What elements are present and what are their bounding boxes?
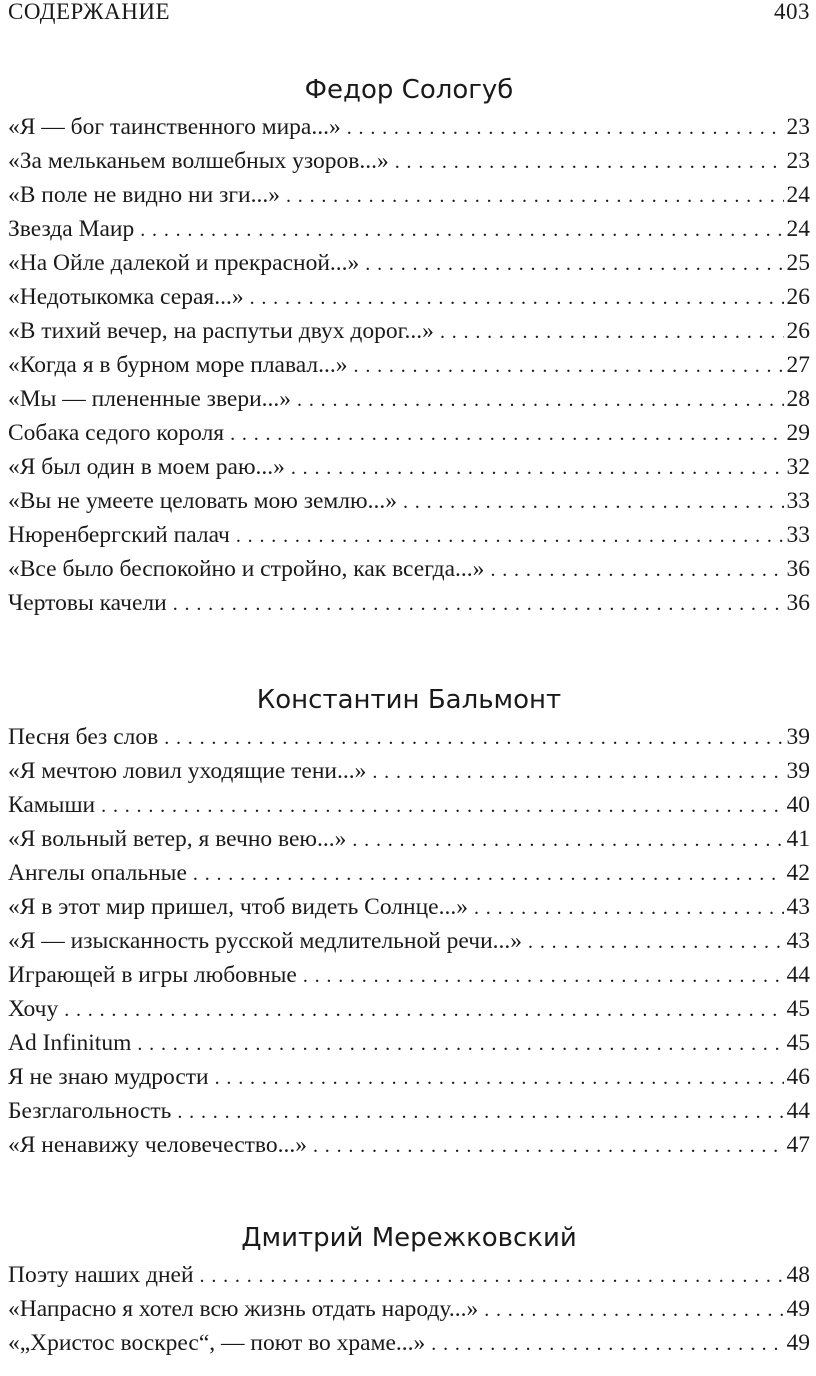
- toc-entry-title: «Я мечтою ловил уходящие тени...»: [8, 758, 367, 784]
- toc-entry-title: Камыши: [8, 792, 96, 818]
- toc-entry-title: Играющей в игры любовные: [8, 962, 297, 988]
- dot-leader: [286, 179, 784, 213]
- toc-entry-title: «Я — бог таинственного мира...»: [8, 114, 341, 140]
- dot-leader: [372, 755, 783, 789]
- toc-entry-title: Песня без слов: [8, 724, 159, 750]
- toc-entry-title: «В тихий вечер, на распутьи двух дорог...»: [8, 318, 434, 344]
- toc-entry: [8, 1326, 810, 1360]
- toc-entry: [8, 382, 810, 416]
- toc-entry: [8, 450, 810, 484]
- toc-entry-page-number: 39: [786, 724, 810, 750]
- section-author: Дмитрий Мережковский: [241, 1223, 577, 1253]
- toc-entry-page-number: 44: [786, 962, 810, 988]
- dot-leader: [177, 1095, 783, 1129]
- toc-entry: [8, 720, 810, 754]
- dot-leader: [440, 315, 784, 349]
- toc-entry-page-number: 24: [786, 216, 810, 242]
- toc-entry: [8, 586, 810, 620]
- dot-leader: [236, 519, 784, 553]
- toc-entry: [8, 1292, 810, 1326]
- toc-entry: [8, 280, 810, 314]
- toc-entry: [8, 890, 810, 924]
- toc-entry-page-number: 24: [786, 182, 810, 208]
- dot-leader: [431, 1327, 783, 1361]
- dot-leader: [137, 1027, 783, 1061]
- toc-entry-page-number: 49: [786, 1330, 810, 1356]
- toc-entry-title: Чертовы качели: [8, 590, 167, 616]
- dot-leader: [474, 891, 784, 925]
- toc-entry-title: «Вы не умеете целовать мою землю...»: [8, 488, 397, 514]
- toc-entry-title: Ангелы опальные: [8, 860, 187, 886]
- toc-entry: [8, 822, 810, 856]
- toc-entry-title: «Я вольный ветер, я вечно вею...»: [8, 826, 347, 852]
- toc-entry: [8, 144, 810, 178]
- toc-section-balmont: [8, 680, 810, 1162]
- toc-entry-page-number: 29: [786, 420, 810, 446]
- toc-entry-page-number: 44: [786, 1098, 810, 1124]
- dot-leader: [352, 823, 783, 857]
- dot-leader: [484, 1293, 783, 1327]
- toc-entry-page-number: 43: [786, 894, 810, 920]
- dot-leader: [64, 993, 783, 1027]
- dot-leader: [347, 111, 784, 145]
- toc-section-sologub: [8, 70, 810, 620]
- dot-leader: [313, 1129, 784, 1163]
- dot-leader: [291, 451, 784, 485]
- toc-entry: [8, 1060, 810, 1094]
- dot-leader: [250, 281, 784, 315]
- toc-entry-list: [8, 1258, 810, 1360]
- toc-entry: [8, 754, 810, 788]
- dot-leader: [200, 1259, 784, 1293]
- toc-entry: [8, 992, 810, 1026]
- section-author: Федор Сологуб: [304, 75, 514, 105]
- toc-entry-page-number: 23: [786, 148, 810, 174]
- toc-entry: [8, 1026, 810, 1060]
- toc-entry-page-number: 39: [786, 758, 810, 784]
- toc-entry-page-number: 43: [786, 928, 810, 954]
- toc-entry: [8, 1128, 810, 1162]
- dot-leader: [230, 417, 783, 451]
- dot-leader: [140, 213, 783, 247]
- toc-entry: [8, 178, 810, 212]
- toc-entry: [8, 924, 810, 958]
- toc-entry-page-number: 23: [786, 114, 810, 140]
- toc-entry-title: «Я ненавижу человечество...»: [8, 1132, 307, 1158]
- toc-entry: [8, 484, 810, 518]
- toc-entry-title: «Мы — плененные звери...»: [8, 386, 292, 412]
- dot-leader: [490, 553, 783, 587]
- toc-entry-page-number: 26: [786, 318, 810, 344]
- toc-entry-page-number: 45: [786, 1030, 810, 1056]
- toc-entry-list: [8, 720, 810, 1162]
- toc-entry: [8, 246, 810, 280]
- toc-entry-title: Ad Infinitum: [8, 1030, 132, 1056]
- dot-leader: [173, 587, 784, 621]
- dot-leader: [303, 959, 784, 993]
- dot-leader: [354, 349, 784, 383]
- toc-entry-title: «Я — изысканность русской медлительной речи...»: [8, 928, 523, 954]
- toc-entry: [8, 518, 810, 552]
- toc-entry-title: «Когда я в бурном море плавал...»: [8, 352, 348, 378]
- toc-entry-page-number: 36: [786, 556, 810, 582]
- toc-entry: [8, 958, 810, 992]
- dot-leader: [297, 383, 783, 417]
- toc-entry-title: «Я в этот мир пришел, чтоб видеть Солнце...»: [8, 894, 468, 920]
- dot-leader: [215, 1061, 784, 1095]
- toc-entry-page-number: 36: [786, 590, 810, 616]
- toc-entry: [8, 1258, 810, 1292]
- toc-entry-page-number: 42: [786, 860, 810, 886]
- toc-entry: [8, 110, 810, 144]
- dot-leader: [528, 925, 783, 959]
- toc-entry-title: «Напрасно я хотел всю жизнь отдать народу...»: [8, 1296, 479, 1322]
- toc-entry-page-number: 26: [786, 284, 810, 310]
- toc-entry-title: «За мельканьем волшебных узоров...»: [8, 148, 389, 174]
- toc-entry: [8, 212, 810, 246]
- toc-entry-title: «Я был один в моем раю...»: [8, 454, 285, 480]
- toc-entry: [8, 1094, 810, 1128]
- toc-entry-page-number: 46: [786, 1064, 810, 1090]
- toc-entry-page-number: 25: [786, 250, 810, 276]
- toc-entry-title: «Недотыкомка серая...»: [8, 284, 244, 310]
- toc-entry: [8, 552, 810, 586]
- toc-entry-title: «„Христос воскрес“, — поют во храме...»: [8, 1330, 426, 1356]
- toc-entry-title: Нюренбергский палач: [8, 522, 230, 548]
- dot-leader: [193, 857, 784, 891]
- toc-entry-page-number: 33: [786, 488, 810, 514]
- toc-entry: [8, 856, 810, 890]
- toc-entry-title: Безглагольность: [8, 1098, 172, 1124]
- toc-entry-title: «Все было беспокойно и стройно, как всегда...»: [8, 556, 485, 582]
- toc-entry-title: Я не знаю мудрости: [8, 1064, 209, 1090]
- toc-entry-page-number: 41: [786, 826, 810, 852]
- dot-leader: [395, 145, 784, 179]
- toc-entry-page-number: 32: [786, 454, 810, 480]
- toc-entry-page-number: 49: [786, 1296, 810, 1322]
- toc-entry-title: Звезда Маир: [8, 216, 135, 242]
- toc-entry-title: Поэту наших дней: [8, 1262, 194, 1288]
- toc-entry-title: «В поле не видно ни зги...»: [8, 182, 280, 208]
- toc-entry-title: Собака седого короля: [8, 420, 225, 446]
- toc-entry: [8, 348, 810, 382]
- running-head-title: СОДЕРЖАНИЕ: [8, 0, 171, 24]
- toc-entry: [8, 314, 810, 348]
- toc-entry-page-number: 40: [786, 792, 810, 818]
- toc-entry-page-number: 47: [786, 1132, 810, 1158]
- toc-entry-page-number: 48: [786, 1262, 810, 1288]
- toc-entry: [8, 788, 810, 822]
- toc-entry-title: «На Ойле далекой и прекрасной...»: [8, 250, 360, 276]
- section-author: Константин Бальмонт: [256, 685, 562, 715]
- dot-leader: [403, 485, 784, 519]
- toc-entry-title: Хочу: [8, 996, 59, 1022]
- toc-entry-page-number: 28: [786, 386, 810, 412]
- running-head: [8, 0, 810, 28]
- page-number: 403: [774, 0, 810, 24]
- dot-leader: [101, 789, 783, 823]
- toc-section-merezhkovsky: [8, 1218, 810, 1360]
- toc-entry-list: [8, 110, 810, 620]
- dot-leader: [164, 721, 783, 755]
- toc-entry-page-number: 33: [786, 522, 810, 548]
- toc-entry-page-number: 45: [786, 996, 810, 1022]
- dot-leader: [365, 247, 783, 281]
- toc-entry: [8, 416, 810, 450]
- toc-entry-page-number: 27: [786, 352, 810, 378]
